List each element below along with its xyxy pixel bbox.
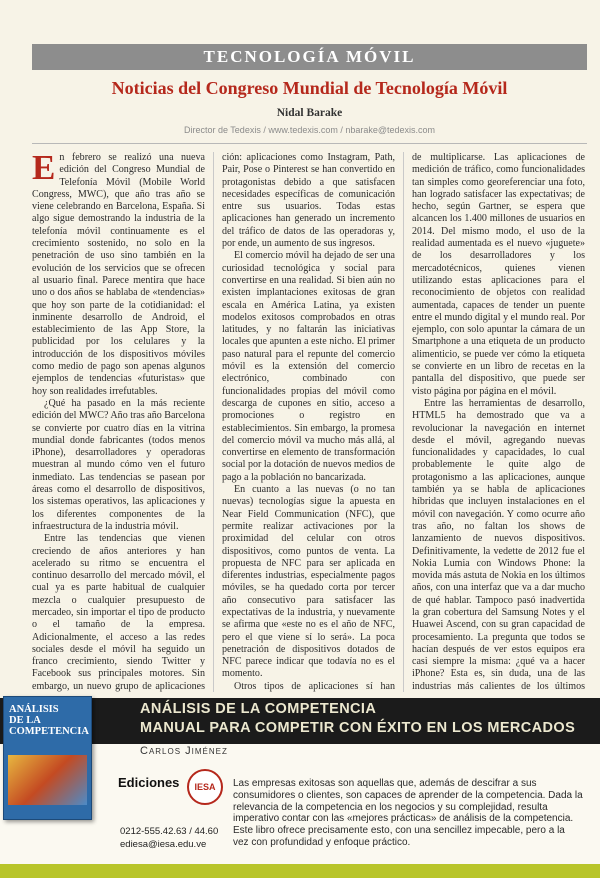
ad-accent-bar bbox=[0, 864, 600, 878]
ad-headline-2: MANUAL PARA COMPETIR CON ÉXITO EN LOS MERCADOS bbox=[140, 720, 576, 736]
article-column-2 bbox=[222, 152, 395, 692]
author-role: Director de Tedexis / www.tedexis.com / nbarake@tedexis.com bbox=[183, 125, 436, 135]
paragraph: ¿Qué ha pasado en la más reciente edición del MWC? Año tras año Barcelona se convierte por cuatro días en la vitrina mundial donde fabricantes (todos menos iPhone), desarrolladores y operadoras muestran al mundo cómo ven el futuro inmediato. Las tendencias se pasean por áreas como el desarrollo de dispositivos, los sistemas operativos, las aplicaciones y los diferentes componentes de la infraestructura de la industria móvil. bbox=[32, 397, 205, 532]
paragraph: En cuanto a las nuevas (o no tan nuevas) tecnologías sigue la apuesta en Near Field Communication (NFC), que permite realizar activaciones por la proximidad del celular con otros dispositivos, como puntos de venta. La propuesta de NFC para ser aplicada en diferentes industrias, especialmente pagos móviles, se ha quedado corta por tercer año consecutivo para satisfacer las expectativas de la industria, y nuevamente se afirma que «este no es el año de NFC, pero el que viene sí lo será». La poca penetración de dispositivos dotados de NFC parece indicar que todavía no es el momento. bbox=[222, 484, 395, 680]
iesa-seal-icon: IESA bbox=[187, 769, 223, 805]
drop-cap: E bbox=[32, 152, 56, 187]
paragraph: El comercio móvil ha dejado de ser una curiosidad tecnológica y social para convertirse en una realidad. Si bien aún no existen implantaciones exitosas de gran escala en América Latina, ya existen modelos exitosos comprobados en otras latitudes, y no faltarán las iniciativas locales que apunten a este nicho. El primer paso natural para el repunte del comercio móvil es la extensión del comercio electrónico, combinado con funcionalidades propias del móvil como descarga de cupones en sitio, acceso a promociones o registro en establecimientos. Sin embargo, la promesa del comercio móvil va mucho más allá, al convertirse en elemento de transformación social por la dotación de nuevos medios de pago a la población no bancarizada. bbox=[222, 250, 395, 483]
column-divider bbox=[403, 152, 404, 692]
book-title-line: COMPETENCIA bbox=[9, 726, 89, 737]
book-title-line: DE LA bbox=[9, 715, 41, 726]
paragraph bbox=[412, 398, 585, 692]
paragraph: de multiplicarse. Las aplicaciones de medición de tráfico, como funcionalidades tan simples como georeferenciar una foto, han logrado satisfacer las expectativas; de hecho, según Gartner, se espera que alcancen los 1.400 millones de usuarios en 2014. Del mismo modo, el uso de la realidad aumentada es el nuevo «juguete» de los desarrolladores y los mercadotécnicos, quienes vienen utilizando estas aplicaciones para el reconocimiento de objetos con realidad aumentada, capaces de tender un puente entre el mundo digital y el mundo real. Por ejemplo, con solo apuntar la cámara de un Smartphone a una etiqueta de un producto alimenticio, se puede ver cómo la etiqueta se convierte en un libro de recetas en la pantalla del dispositivo, que puede ser visto página por página en el móvil. bbox=[412, 152, 585, 397]
section-label: TECNOLOGÍA MÓVIL bbox=[203, 47, 416, 66]
article-column-1 bbox=[32, 152, 205, 692]
publisher-name: Ediciones bbox=[118, 775, 180, 790]
ad-author: Carlos Jiménez bbox=[140, 745, 228, 757]
paragraph bbox=[32, 152, 205, 398]
book-title-line: ANÁLISIS bbox=[9, 704, 59, 715]
ad-phone: 0212-555.42.63 / 44.60 bbox=[120, 826, 219, 837]
paragraph-text: n febrero se realizó una nueva edición del Congreso Mundial de Telefonía Móvil (Mobile World Congress, MWC), que año tras año se viene celebrando en Barcelona, España. Si algo sigue demostrando la industria de la telefonía móvil continuamente es el crecimiento sostenido, no solo en la penetración de uso sino también en la evolución de los servicios que se ofrecen al usuario final. Parece mentira que hace uno o dos años se hablaba de «tendencias» que hoy son parte de la cotidianidad: el inminente desarrollo de Android, el establecimiento de las App Store, la publicidad por los celulares y la introducción de los dispositivos móviles como medio de pago son apenas algunos ejemplos de tendencias «futuristas» que hoy son realidades irrefutables. bbox=[32, 152, 205, 397]
paragraph: Otros tipos de aplicaciones sí han bbox=[234, 680, 395, 692]
column-divider bbox=[213, 152, 214, 692]
ad-headline-1: ANÁLISIS DE LA COMPETENCIA bbox=[140, 701, 377, 717]
book-cover-image bbox=[3, 696, 92, 820]
book-cover-art bbox=[8, 755, 87, 805]
article-title: Noticias del Congreso Mundial de Tecnología Móvil bbox=[111, 78, 508, 98]
paragraph-text: Entre las herramientas de desarrollo, HTML5 ha demostrado que va a revolucionar la navegación en internet desde el móvil, agregando nuevas funcionalidades y capacidades, lo cual probablemente le quite algo de protagonismo a las aplicaciones, aunque también ya se habla de aplicaciones híbridas que incluyen instalaciones en el móvil con navegación. Y como ocurre año tras año, no faltan los shows de lanzamiento de nuevos dispositivos. Definitivamente, la vedette de 2012 fue el Nokia Lumia con Windows Phone: la movida más astuta de Nokia en los últimos años, con una interfaz que va a dar mucho de qué hablar. Tampoco pasó inadvertida la gran cobertura del Samsung Notes y el Huawei Ascend, con su gran capacidad de procesamiento. La pregunta que todos se hacían después de ver estos equipos era casi siempre la misma: ¿qué va a hacer iPhone? Esta es, sin duda, una de las industrias más calientes de los últimos bbox=[412, 397, 585, 692]
ad-body-text: Las empresas exitosas son aquellas que, además de descifrar a sus consumidores o clientes, son capaces de aprender de la competencia. Dada la relevancia de la competencia en los negocios y su complejidad, resulta imperativo contar con las «mejores prácticas» de análisis de la competencia. Este libro ofrece precisamente esto, con una sencillez impecable, pero a la vez con profundidad y enfoque práctico. bbox=[233, 778, 583, 848]
ad-email: ediesa@iesa.edu.ve bbox=[120, 839, 207, 850]
paragraph: ción: aplicaciones como Instagram, Path, Pair, Pose o Pinterest se han convertido en protagonistas debido a que satisfacen necesidades específicas de comunicación entre sus usuarios. Todas estas aplicaciones han generado un incremento del tráfico de datos de las operadoras y, por ende, un aumento de sus ingresos. bbox=[222, 152, 395, 250]
book-advertisement bbox=[0, 698, 600, 878]
article-column-3 bbox=[412, 152, 585, 692]
article-author: Nidal Barake bbox=[276, 107, 343, 119]
paragraph: Entre las tendencias que vienen creciendo de años anteriores y han acelerado su ritmo se encuentra el continuo desarrollo del mercado móvil, el cual ya es parte habitual de cualquier mezcla o cualquier presupuesto de mercadeo, sin importar el tipo de producto o el tamaño de la empresa. Adicionalmente, el acceso a las redes sociales desde el móvil ha seguido un franco crecimiento, siendo Twitter y Facebook sus principales motores. Sin embargo, un nuevo grupo de aplicaciones bbox=[32, 533, 205, 692]
header-divider bbox=[32, 143, 587, 144]
section-header-band bbox=[32, 44, 587, 70]
book-cover-title bbox=[9, 704, 89, 737]
